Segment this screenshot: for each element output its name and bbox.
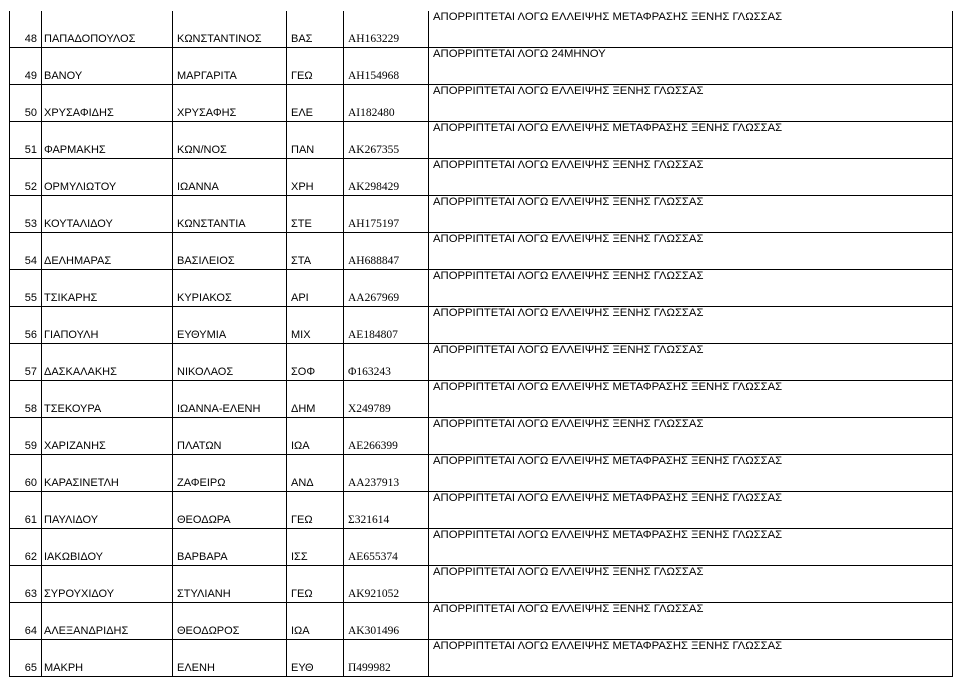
surname-cell: ΒΑΝΟΥ bbox=[42, 48, 173, 85]
decision-note-cell: ΑΠΟΡΡΙΠΤΕΤΑΙ ΛΟΓΩ ΕΛΛΕΙΨΗΣ ΞΕΝΗΣ ΓΛΩΣΣΑΣ bbox=[429, 233, 953, 270]
applicants-table-body bbox=[10, 11, 953, 677]
first-name-cell: ΚΩΝ/ΝΟΣ bbox=[173, 122, 287, 159]
father-code-cell: ΒΑΣ bbox=[287, 11, 344, 48]
father-code-cell: ΓΕΩ bbox=[287, 48, 344, 85]
table-row bbox=[10, 603, 953, 640]
row-number: 63 bbox=[10, 566, 42, 603]
table-row bbox=[10, 159, 953, 196]
row-number: 59 bbox=[10, 418, 42, 455]
row-number: 52 bbox=[10, 159, 42, 196]
decision-note-cell: ΑΠΟΡΡΙΠΤΕΤΑΙ ΛΟΓΩ ΕΛΛΕΙΨΗΣ ΜΕΤΑΦΡΑΣΗΣ ΞΕΝΗΣ ΓΛΩΣΣΑΣ bbox=[429, 455, 953, 492]
table-row bbox=[10, 529, 953, 566]
row-number: 62 bbox=[10, 529, 42, 566]
surname-cell: ΚΟΥΤΑΛΙΔΟΥ bbox=[42, 196, 173, 233]
id-number-cell: ΑΗ688847 bbox=[344, 233, 429, 270]
father-code-cell: ΙΣΣ bbox=[287, 529, 344, 566]
father-code-cell: ΓΕΩ bbox=[287, 492, 344, 529]
decision-note-cell: ΑΠΟΡΡΙΠΤΕΤΑΙ ΛΟΓΩ ΕΛΛΕΙΨΗΣ ΜΕΤΑΦΡΑΣΗΣ ΞΕΝΗΣ ΓΛΩΣΣΑΣ bbox=[429, 381, 953, 418]
row-number: 61 bbox=[10, 492, 42, 529]
first-name-cell: ΙΩΑΝΝΑ bbox=[173, 159, 287, 196]
first-name-cell: ΒΑΡΒΑΡΑ bbox=[173, 529, 287, 566]
id-number-cell: ΑΗ163229 bbox=[344, 11, 429, 48]
decision-note-cell: ΑΠΟΡΡΙΠΤΕΤΑΙ ΛΟΓΩ ΕΛΛΕΙΨΗΣ ΞΕΝΗΣ ΓΛΩΣΣΑΣ bbox=[429, 85, 953, 122]
first-name-cell: ΠΛΑΤΩΝ bbox=[173, 418, 287, 455]
row-number: 54 bbox=[10, 233, 42, 270]
id-number-cell: ΑΕ655374 bbox=[344, 529, 429, 566]
first-name-cell: ΖΑΦΕΙΡΩ bbox=[173, 455, 287, 492]
row-number: 60 bbox=[10, 455, 42, 492]
first-name-cell: ΝΙΚΟΛΑΟΣ bbox=[173, 344, 287, 381]
first-name-cell: ΚΩΝΣΤΑΝΤΙΑ bbox=[173, 196, 287, 233]
table-row bbox=[10, 11, 953, 48]
father-code-cell: ΜΙΧ bbox=[287, 307, 344, 344]
father-code-cell: ΔΗΜ bbox=[287, 381, 344, 418]
table-row bbox=[10, 344, 953, 381]
row-number: 64 bbox=[10, 603, 42, 640]
surname-cell: ΤΣΙΚΑΡΗΣ bbox=[42, 270, 173, 307]
surname-cell: ΚΑΡΑΣΙΝΕΤΛΗ bbox=[42, 455, 173, 492]
father-code-cell: ΠΑΝ bbox=[287, 122, 344, 159]
father-code-cell: ΑΝΔ bbox=[287, 455, 344, 492]
decision-note-cell: ΑΠΟΡΡΙΠΤΕΤΑΙ ΛΟΓΩ ΕΛΛΕΙΨΗΣ ΞΕΝΗΣ ΓΛΩΣΣΑΣ bbox=[429, 566, 953, 603]
surname-cell: ΣΥΡΟΥΧΙΔΟΥ bbox=[42, 566, 173, 603]
table-row bbox=[10, 640, 953, 677]
first-name-cell: ΧΡΥΣΑΦΗΣ bbox=[173, 85, 287, 122]
first-name-cell: ΣΤΥΛΙΑΝΗ bbox=[173, 566, 287, 603]
row-number: 57 bbox=[10, 344, 42, 381]
row-number: 50 bbox=[10, 85, 42, 122]
table-row bbox=[10, 85, 953, 122]
surname-cell: ΤΣΕΚΟΥΡΑ bbox=[42, 381, 173, 418]
decision-note-cell: ΑΠΟΡΡΙΠΤΕΤΑΙ ΛΟΓΩ ΕΛΛΕΙΨΗΣ ΜΕΤΑΦΡΑΣΗΣ ΞΕΝΗΣ ΓΛΩΣΣΑΣ bbox=[429, 640, 953, 677]
surname-cell: ΙΑΚΩΒΙΔΟΥ bbox=[42, 529, 173, 566]
surname-cell: ΔΑΣΚΑΛΑΚΗΣ bbox=[42, 344, 173, 381]
table-row bbox=[10, 492, 953, 529]
father-code-cell: ΣΤΑ bbox=[287, 233, 344, 270]
table-row bbox=[10, 455, 953, 492]
applicants-table bbox=[9, 11, 953, 677]
table-row bbox=[10, 122, 953, 159]
first-name-cell: ΘΕΟΔΩΡΑ bbox=[173, 492, 287, 529]
surname-cell: ΜΑΚΡΗ bbox=[42, 640, 173, 677]
table-row bbox=[10, 418, 953, 455]
decision-note-cell: ΑΠΟΡΡΙΠΤΕΤΑΙ ΛΟΓΩ ΕΛΛΕΙΨΗΣ ΞΕΝΗΣ ΓΛΩΣΣΑΣ bbox=[429, 307, 953, 344]
table-row bbox=[10, 48, 953, 85]
id-number-cell: ΑΑ237913 bbox=[344, 455, 429, 492]
table-row bbox=[10, 566, 953, 603]
id-number-cell: ΑΚ267355 bbox=[344, 122, 429, 159]
father-code-cell: ΙΩΑ bbox=[287, 418, 344, 455]
id-number-cell: ΑΕ184807 bbox=[344, 307, 429, 344]
father-code-cell: ΓΕΩ bbox=[287, 566, 344, 603]
decision-note-cell: ΑΠΟΡΡΙΠΤΕΤΑΙ ΛΟΓΩ ΕΛΛΕΙΨΗΣ ΜΕΤΑΦΡΑΣΗΣ ΞΕΝΗΣ ΓΛΩΣΣΑΣ bbox=[429, 492, 953, 529]
id-number-cell: ΑΚ301496 bbox=[344, 603, 429, 640]
row-number: 55 bbox=[10, 270, 42, 307]
surname-cell: ΠΑΥΛΙΔΟΥ bbox=[42, 492, 173, 529]
decision-note-cell: ΑΠΟΡΡΙΠΤΕΤΑΙ ΛΟΓΩ ΕΛΛΕΙΨΗΣ ΞΕΝΗΣ ΓΛΩΣΣΑΣ bbox=[429, 270, 953, 307]
id-number-cell: ΑΗ154968 bbox=[344, 48, 429, 85]
surname-cell: ΠΑΠΑΔΟΠΟΥΛΟΣ bbox=[42, 11, 173, 48]
decision-note-cell: ΑΠΟΡΡΙΠΤΕΤΑΙ ΛΟΓΩ ΕΛΛΕΙΨΗΣ ΜΕΤΑΦΡΑΣΗΣ ΞΕΝΗΣ ΓΛΩΣΣΑΣ bbox=[429, 529, 953, 566]
first-name-cell: ΕΛΕΝΗ bbox=[173, 640, 287, 677]
surname-cell: ΓΙΑΠΟΥΛΗ bbox=[42, 307, 173, 344]
row-number: 51 bbox=[10, 122, 42, 159]
first-name-cell: ΚΥΡΙΑΚΟΣ bbox=[173, 270, 287, 307]
decision-note-cell: ΑΠΟΡΡΙΠΤΕΤΑΙ ΛΟΓΩ ΕΛΛΕΙΨΗΣ ΞΕΝΗΣ ΓΛΩΣΣΑΣ bbox=[429, 196, 953, 233]
surname-cell: ΔΕΛΗΜΑΡΑΣ bbox=[42, 233, 173, 270]
first-name-cell: ΕΥΘΥΜΙΑ bbox=[173, 307, 287, 344]
first-name-cell: ΙΩΑΝΝΑ-ΕΛΕΝΗ bbox=[173, 381, 287, 418]
row-number: 49 bbox=[10, 48, 42, 85]
table-row bbox=[10, 196, 953, 233]
father-code-cell: ΕΥΘ bbox=[287, 640, 344, 677]
row-number: 56 bbox=[10, 307, 42, 344]
table-row bbox=[10, 270, 953, 307]
id-number-cell: ΑΗ175197 bbox=[344, 196, 429, 233]
row-number: 48 bbox=[10, 11, 42, 48]
decision-note-cell: ΑΠΟΡΡΙΠΤΕΤΑΙ ΛΟΓΩ ΕΛΛΕΙΨΗΣ ΜΕΤΑΦΡΑΣΗΣ ΞΕΝΗΣ ΓΛΩΣΣΑΣ bbox=[429, 11, 953, 48]
id-number-cell: ΑΙ182480 bbox=[344, 85, 429, 122]
father-code-cell: ΕΛΕ bbox=[287, 85, 344, 122]
decision-note-cell: ΑΠΟΡΡΙΠΤΕΤΑΙ ΛΟΓΩ ΕΛΛΕΙΨΗΣ ΜΕΤΑΦΡΑΣΗΣ ΞΕΝΗΣ ΓΛΩΣΣΑΣ bbox=[429, 122, 953, 159]
id-number-cell: ΑΑ267969 bbox=[344, 270, 429, 307]
id-number-cell: Π499982 bbox=[344, 640, 429, 677]
decision-note-cell: ΑΠΟΡΡΙΠΤΕΤΑΙ ΛΟΓΩ ΕΛΛΕΙΨΗΣ ΞΕΝΗΣ ΓΛΩΣΣΑΣ bbox=[429, 603, 953, 640]
decision-note-cell: ΑΠΟΡΡΙΠΤΕΤΑΙ ΛΟΓΩ 24ΜΗΝΟΥ bbox=[429, 48, 953, 85]
row-number: 53 bbox=[10, 196, 42, 233]
father-code-cell: ΑΡΙ bbox=[287, 270, 344, 307]
id-number-cell: Φ163243 bbox=[344, 344, 429, 381]
first-name-cell: ΚΩΝΣΤΑΝΤΙΝΟΣ bbox=[173, 11, 287, 48]
first-name-cell: ΒΑΣΙΛΕΙΟΣ bbox=[173, 233, 287, 270]
row-number: 58 bbox=[10, 381, 42, 418]
father-code-cell: ΙΩΑ bbox=[287, 603, 344, 640]
id-number-cell: ΑΚ921052 bbox=[344, 566, 429, 603]
surname-cell: ΧΑΡΙΖΑΝΗΣ bbox=[42, 418, 173, 455]
surname-cell: ΦΑΡΜΑΚΗΣ bbox=[42, 122, 173, 159]
surname-cell: ΧΡΥΣΑΦΙΔΗΣ bbox=[42, 85, 173, 122]
surname-cell: ΑΛΕΞΑΝΔΡΙΔΗΣ bbox=[42, 603, 173, 640]
id-number-cell: ΑΕ266399 bbox=[344, 418, 429, 455]
decision-note-cell: ΑΠΟΡΡΙΠΤΕΤΑΙ ΛΟΓΩ ΕΛΛΕΙΨΗΣ ΞΕΝΗΣ ΓΛΩΣΣΑΣ bbox=[429, 344, 953, 381]
surname-cell: ΟΡΜΥΛΙΩΤΟΥ bbox=[42, 159, 173, 196]
table-row bbox=[10, 307, 953, 344]
decision-note-cell: ΑΠΟΡΡΙΠΤΕΤΑΙ ΛΟΓΩ ΕΛΛΕΙΨΗΣ ΞΕΝΗΣ ΓΛΩΣΣΑΣ bbox=[429, 418, 953, 455]
table-row bbox=[10, 381, 953, 418]
first-name-cell: ΜΑΡΓΑΡΙΤΑ bbox=[173, 48, 287, 85]
id-number-cell: ΑΚ298429 bbox=[344, 159, 429, 196]
father-code-cell: ΣΤΕ bbox=[287, 196, 344, 233]
decision-note-cell: ΑΠΟΡΡΙΠΤΕΤΑΙ ΛΟΓΩ ΕΛΛΕΙΨΗΣ ΞΕΝΗΣ ΓΛΩΣΣΑΣ bbox=[429, 159, 953, 196]
father-code-cell: ΣΟΦ bbox=[287, 344, 344, 381]
father-code-cell: ΧΡΗ bbox=[287, 159, 344, 196]
first-name-cell: ΘΕΟΔΩΡΟΣ bbox=[173, 603, 287, 640]
table-row bbox=[10, 233, 953, 270]
id-number-cell: Χ249789 bbox=[344, 381, 429, 418]
id-number-cell: Σ321614 bbox=[344, 492, 429, 529]
row-number: 65 bbox=[10, 640, 42, 677]
